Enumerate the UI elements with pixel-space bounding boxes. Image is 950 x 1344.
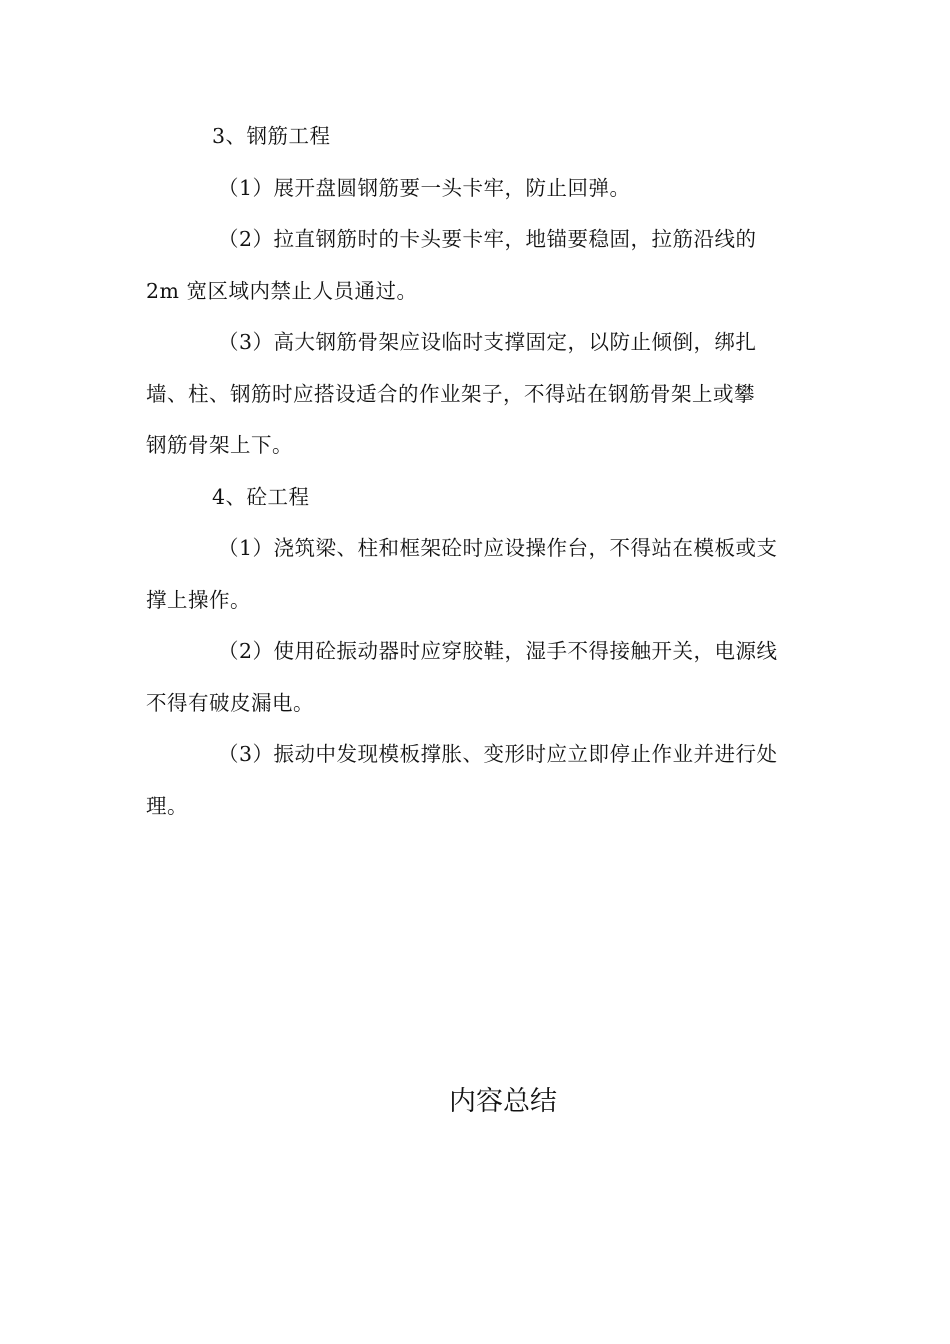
paragraph-line: 不得有破皮漏电。: [146, 690, 314, 715]
paragraph-line: （3）高大钢筋骨架应设临时支撑固定，以防止倾倒，绑扎: [218, 330, 757, 354]
section-heading-concrete: 4、砼工程: [212, 484, 310, 509]
paragraph-line: 墙、柱、钢筋时应搭设适合的作业架子，不得站在钢筋骨架上或攀: [146, 381, 755, 406]
summary-title: 内容总结: [449, 1086, 557, 1117]
paragraph-line: （3）振动中发现模板撑胀、变形时应立即停止作业并进行处: [218, 742, 778, 766]
paragraph-line: （2）拉直钢筋时的卡头要卡牢，地锚要稳固，拉筋沿线的: [218, 227, 757, 251]
paragraph-line: 钢筋骨架上下。: [146, 433, 293, 457]
paragraph-line: （1）展开盘圆钢筋要一头卡牢，防止回弹。: [218, 175, 631, 200]
section-heading-rebar: 3、钢筋工程: [212, 124, 331, 148]
paragraph-line: 2m 宽区域内禁止人员通过。: [146, 278, 418, 303]
paragraph-line: （1）浇筑梁、柱和框架砼时应设操作台，不得站在模板或支: [218, 536, 778, 560]
paragraph-line: （2）使用砼振动器时应穿胶鞋，湿手不得接触开关，电源线: [218, 639, 778, 663]
document-body: [146, 111, 808, 832]
paragraph-line: 理。: [146, 793, 188, 818]
paragraph-line: 撑上操作。: [146, 587, 251, 612]
